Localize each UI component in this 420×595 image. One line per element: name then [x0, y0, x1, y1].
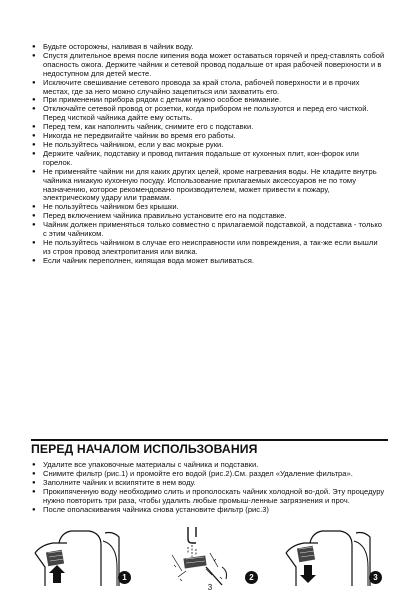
kettle-filter-install-icon [282, 527, 382, 586]
filter-rinsing-icon [152, 527, 258, 586]
warning-item: ● Будьте осторожны, наливая в чайник воду. [31, 43, 387, 52]
figure-number-badge: 1 [118, 571, 131, 584]
kettle-filter-removal-icon [31, 527, 131, 586]
step-item: ● Удалите все упаковочные материалы с чайника и подставки. [31, 461, 387, 470]
warning-item: ● Чайник должен применяться только совместно с прилагаемой подставкой, а подставка - только с этим чайником. [31, 221, 387, 239]
safety-warnings-list [31, 43, 387, 266]
step-item: ● Заполните чайник и вскипятите в нем воду. [31, 479, 387, 488]
warning-item: ● При применении прибора рядом с детьми нужно особое внимание. [31, 96, 387, 105]
warning-item: ● Не пользуйтесь чайником без крышки. [31, 203, 387, 212]
figure-number-badge: 3 [369, 571, 382, 584]
warning-item: ● Держите чайник, подставку и провод питания подальше от кухонных плит, кон-форок или горелок. [31, 150, 387, 168]
warning-item: ● Не пользуйтесь чайником, если у вас мокрые руки. [31, 141, 387, 150]
step-item: ● После ополаскивания чайника снова установите фильтр (рис.3) [31, 506, 387, 515]
figure-number-badge: 2 [245, 571, 258, 584]
page-number: 3 [207, 583, 213, 592]
warning-item: ● Перед включением чайника правильно установите его на подставке. [31, 212, 387, 221]
warning-item: ● Никогда не передвигайте чайник во время его работы. [31, 132, 387, 141]
warning-item: ● Исключите свешивание сетевого провода за край стола, рабочей поверхности и в прочих местах, где за него можно случайно зацепиться или захватить его. [31, 79, 387, 97]
step-item: ● Снимите фильтр (рис.1) и промойте его водой (рис.2).См. раздел «Удаление фильтра». [31, 470, 387, 479]
warning-item: ● Спустя длительное время после кипения вода может оставаться горячей и пред-ставлять собой опасность ожога. Держите чайник и сетевой провод подальше от края рабочей поверхности и в недоступном для детей месте. [31, 52, 387, 79]
warning-item: ● Не пользуйтесь чайником в случае его неисправности или повреждения, а так-же если вышли из строя провод электропитания или вилка. [31, 239, 387, 257]
figure-3 [282, 527, 382, 586]
section-divider [31, 439, 388, 441]
warning-item: ● Перед тем, как наполнить чайник, снимите его с подставки. [31, 123, 387, 132]
figure-1 [31, 527, 131, 586]
figure-2 [152, 527, 258, 586]
warning-item: ● Если чайник переполнен, кипящая вода может выливаться. [31, 257, 387, 266]
warning-item: ● Отключайте сетевой провод от розетки, когда прибором не пользуются и перед его чисткой. Перед чисткой чайника дайте ему остыть. [31, 105, 387, 123]
warning-item: ● Не применяйте чайник ни для каких других целей, кроме нагревания воды. Не кладите внутрь чайника никакую кухонную посуду. Использование прилагаемых аксессуаров не по тому назначению, которое рекомендовано производителем, может привести к пожару, электрическому удару или травмам. [31, 168, 387, 204]
section-heading: ПЕРЕД НАЧАЛОМ ИСПОЛЬЗОВАНИЯ [31, 442, 258, 456]
preparation-steps-list [31, 461, 387, 514]
step-item: ● Прокипяченную воду необходимо слить и прополоскать чайник холодной во-дой. Эту процедуру нужно повторить три раза, чтобы удалить любые промыш-ленные загрязнения и проч. [31, 488, 387, 506]
